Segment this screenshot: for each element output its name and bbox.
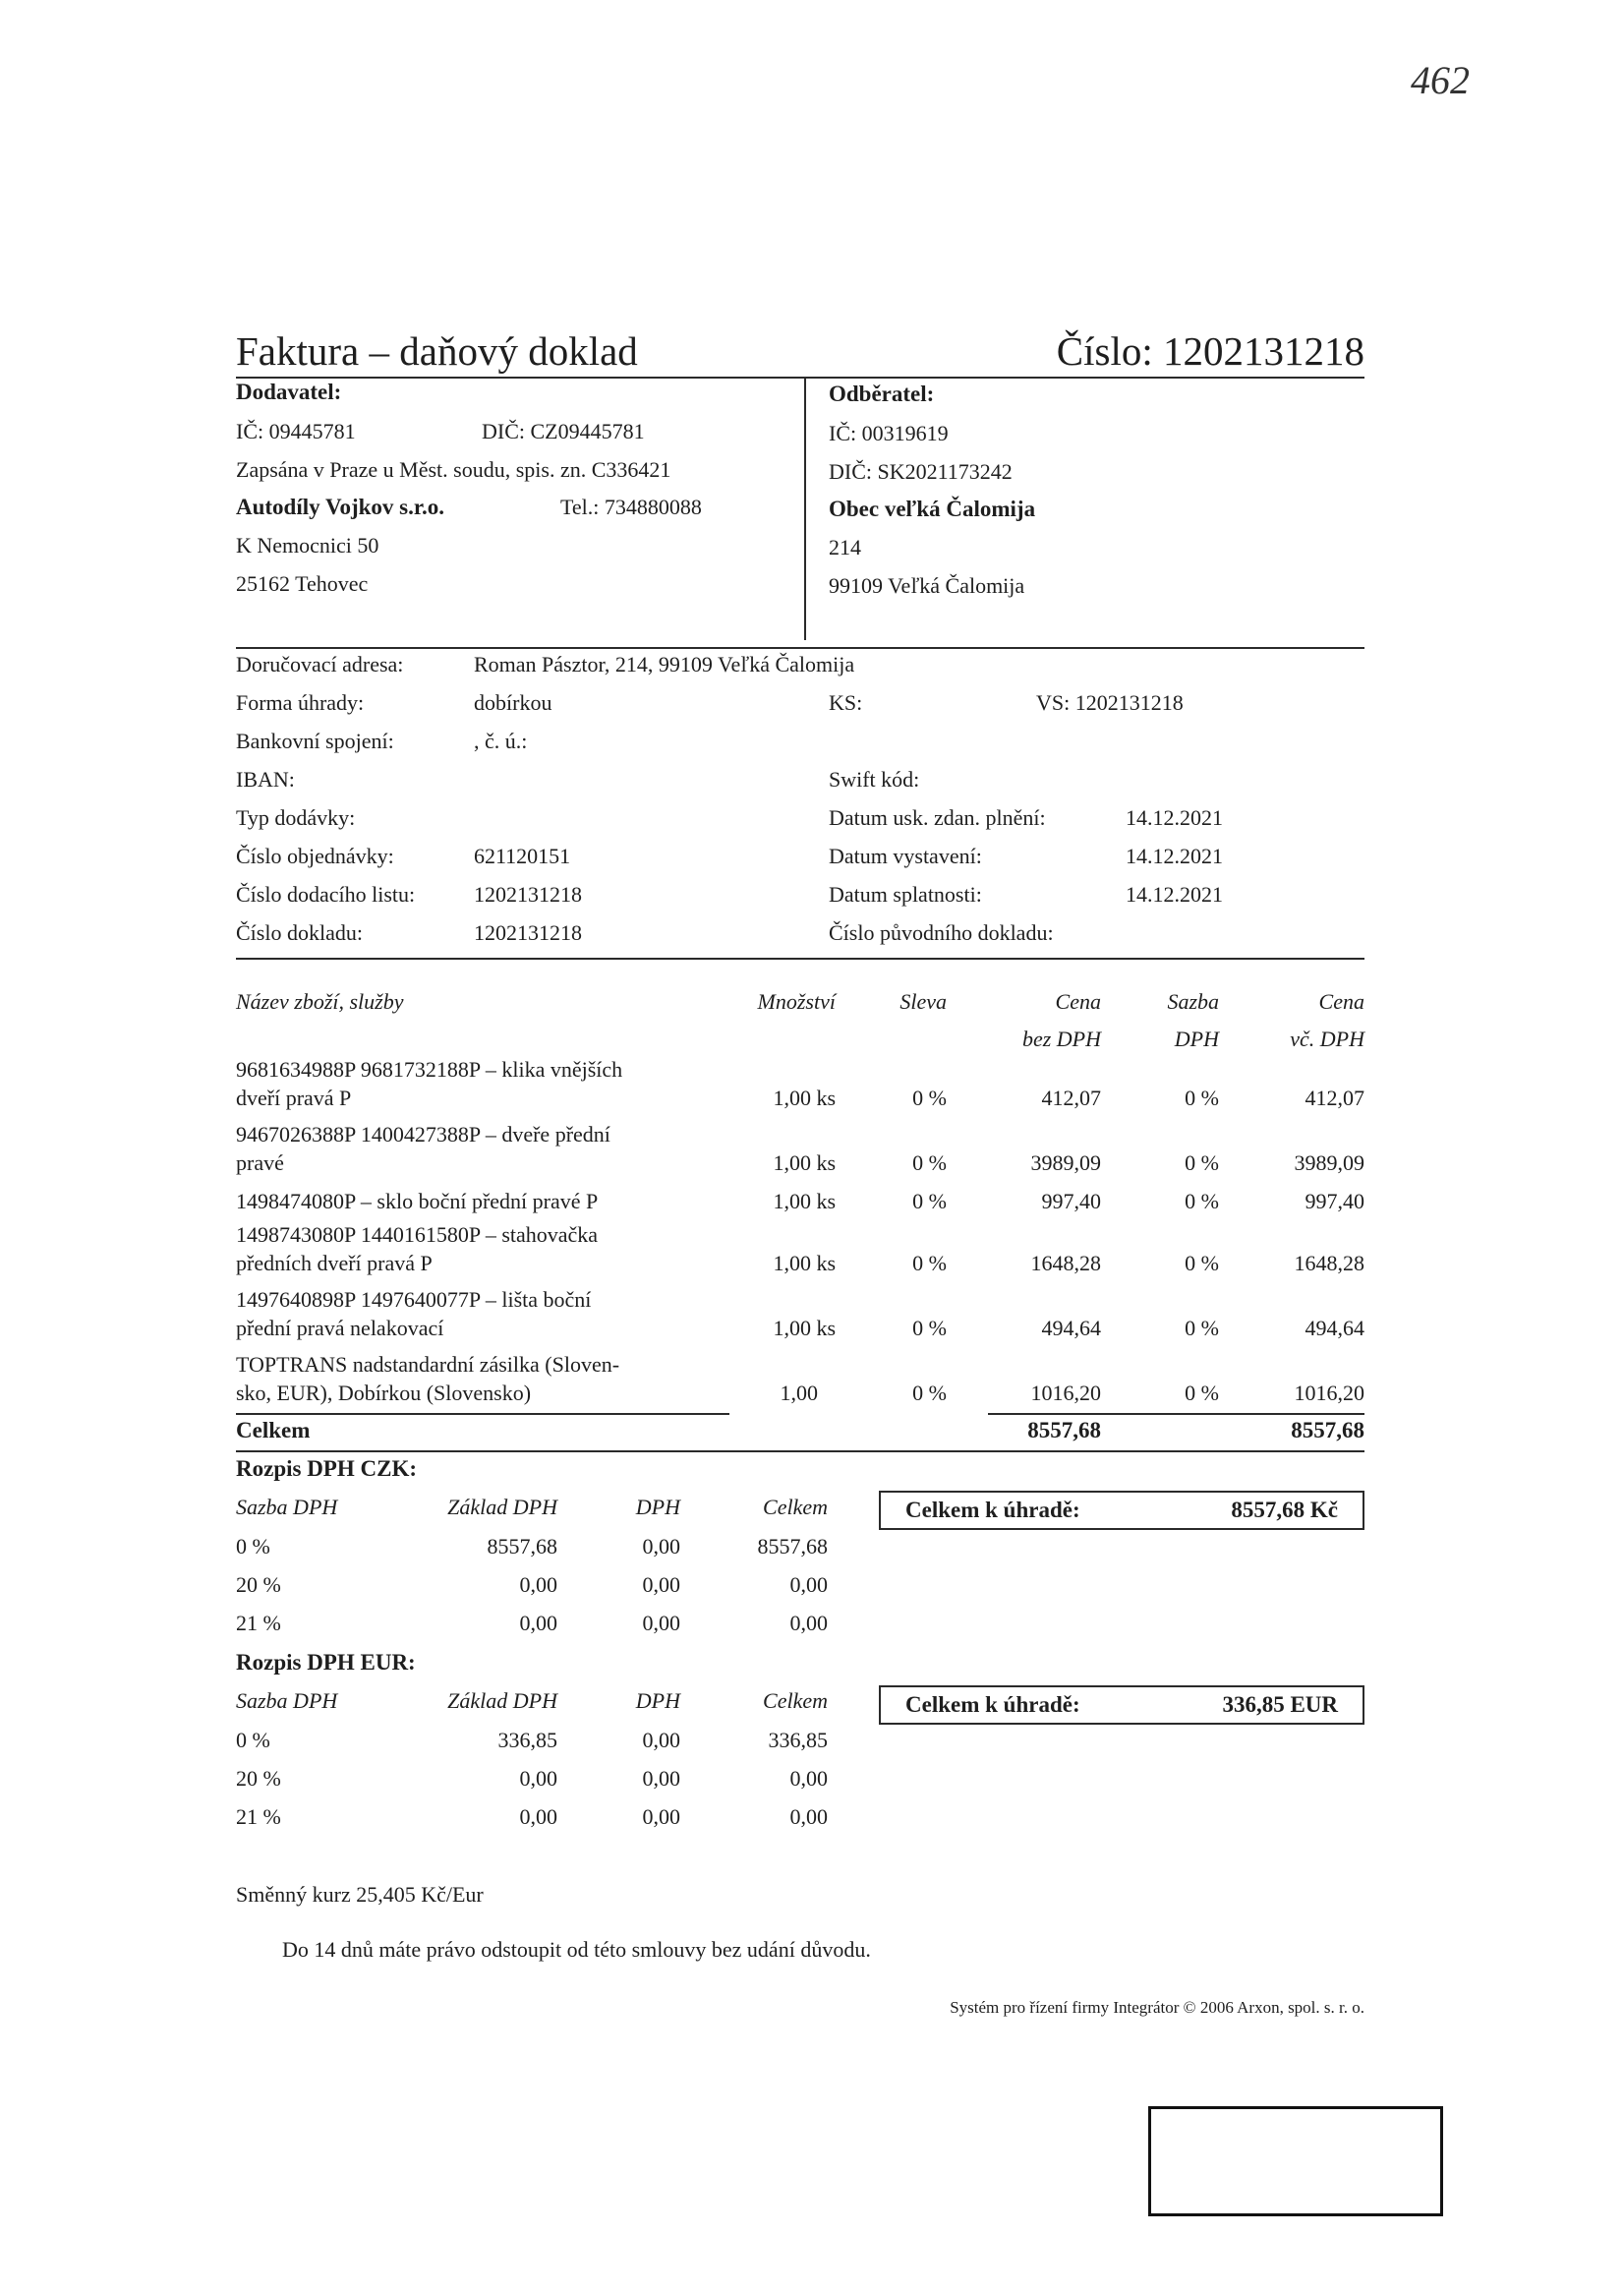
vat-eur-col-rate: Sazba DPH — [236, 1688, 338, 1713]
vat-eur-col-total: Celkem — [763, 1688, 828, 1713]
doc-number-label: Číslo dokladu: — [236, 920, 363, 945]
item-total: 997,40 — [1305, 1189, 1364, 1213]
item-qty: 1,00 ks — [773, 1316, 836, 1340]
exchange-rate: Směnný kurz 25,405 Kč/Eur — [236, 1882, 484, 1907]
amount-due-eur-value: 336,85 EUR — [1222, 1692, 1338, 1717]
vat-eur-vat: 0,00 — [642, 1766, 680, 1791]
col-total-header-2: vč. DPH — [1290, 1027, 1364, 1051]
vat-czk-base: 8557,68 — [487, 1534, 557, 1559]
supplier-ic: IČ: 09445781 — [236, 419, 356, 443]
totals-top-rule-left — [236, 1413, 729, 1415]
tax-date-label: Datum usk. zdan. plnění: — [829, 805, 1046, 830]
item-name-line1: 9681634988P 9681732188P – klika vnějších — [236, 1057, 623, 1082]
vat-eur-total: 0,00 — [789, 1766, 828, 1791]
vat-eur-rate: 20 % — [236, 1766, 281, 1791]
due-date-label: Datum splatnosti: — [829, 882, 982, 907]
customer-dic: DIČ: SK2021173242 — [829, 459, 1013, 484]
vat-czk-rate: 20 % — [236, 1572, 281, 1597]
item-qty: 1,00 — [780, 1381, 818, 1405]
vat-czk-base: 0,00 — [519, 1611, 557, 1635]
vat-eur-total: 0,00 — [789, 1804, 828, 1829]
supplier-dic: DIČ: CZ09445781 — [482, 419, 645, 443]
item-discount: 0 % — [912, 1189, 947, 1213]
col-price-header-2: bez DPH — [1021, 1027, 1101, 1051]
doc-number-value: 1202131218 — [474, 920, 582, 945]
vat-eur-base: 336,85 — [497, 1728, 557, 1752]
due-date-value: 14.12.2021 — [1126, 882, 1223, 907]
totals-price: 8557,68 — [1027, 1418, 1101, 1442]
iban-label: IBAN: — [236, 767, 295, 792]
order-value: 621120151 — [474, 844, 571, 868]
item-price: 1016,20 — [1030, 1381, 1101, 1405]
handwritten-page-number: 462 — [1411, 58, 1470, 102]
payment-label: Forma úhrady: — [236, 690, 365, 715]
totals-total: 8557,68 — [1291, 1418, 1364, 1442]
order-label: Číslo objednávky: — [236, 844, 394, 868]
item-total: 3989,09 — [1294, 1150, 1364, 1175]
bank-label: Bankovní spojení: — [236, 729, 394, 753]
items-top-rule — [236, 958, 1364, 960]
vat-czk-total: 8557,68 — [757, 1534, 828, 1559]
item-total: 1016,20 — [1294, 1381, 1364, 1405]
vat-eur-heading: Rozpis DPH EUR: — [236, 1650, 416, 1675]
item-price: 494,64 — [1041, 1316, 1101, 1340]
item-total: 1648,28 — [1294, 1251, 1364, 1275]
vat-czk-base: 0,00 — [519, 1572, 557, 1597]
item-price: 3989,09 — [1030, 1150, 1101, 1175]
delivery-note-label: Číslo dodacího listu: — [236, 882, 416, 907]
item-price: 997,40 — [1041, 1189, 1101, 1213]
item-name-line2: přední pravá nelakovací — [236, 1316, 444, 1340]
delivery-address: Roman Pásztor, 214, 99109 Veľká Čalomija — [474, 652, 855, 676]
amount-due-eur-label: Celkem k úhradě: — [905, 1692, 1080, 1717]
item-rate: 0 % — [1185, 1086, 1219, 1110]
item-name-line1: 1497640898P 1497640077P – lišta boční — [236, 1287, 592, 1312]
vat-eur-vat: 0,00 — [642, 1804, 680, 1829]
system-note: Systém pro řízení firmy Integrátor © 2006 Arxon, spol. s. r. o. — [950, 1998, 1364, 2017]
issue-date-value: 14.12.2021 — [1126, 844, 1223, 868]
item-name-line2: předních dveří pravá P — [236, 1251, 433, 1275]
delivery-address-label: Doručovací adresa: — [236, 652, 404, 676]
item-name-line1: 9467026388P 1400427388P – dveře přední — [236, 1122, 610, 1147]
vat-eur-total: 336,85 — [768, 1728, 828, 1752]
totals-bottom-rule — [236, 1450, 1364, 1452]
amount-due-eur-box — [879, 1685, 1364, 1725]
invoice-number: Číslo: 1202131218 — [1056, 328, 1364, 374]
item-discount: 0 % — [912, 1086, 947, 1110]
item-discount: 0 % — [912, 1316, 947, 1340]
amount-due-czk-label: Celkem k úhradě: — [905, 1498, 1080, 1522]
vat-czk-vat: 0,00 — [642, 1572, 680, 1597]
item-name-line1: 1498474080P – sklo boční přední pravé P — [236, 1189, 599, 1213]
totals-top-rule-right — [988, 1413, 1364, 1415]
supplier-name: Autodíly Vojkov s.r.o. — [236, 495, 444, 519]
vat-czk-col-vat: DPH — [635, 1495, 680, 1519]
customer-ic: IČ: 00319619 — [829, 421, 949, 445]
col-rate-header-1: Sazba — [1167, 989, 1219, 1014]
vat-czk-rate: 0 % — [236, 1534, 270, 1559]
item-rate: 0 % — [1185, 1381, 1219, 1405]
item-discount: 0 % — [912, 1251, 947, 1275]
item-name-line2: pravé — [236, 1150, 284, 1175]
details-top-rule — [236, 647, 1364, 649]
delivery-note-value: 1202131218 — [474, 882, 582, 907]
issue-date-label: Datum vystavení: — [829, 844, 982, 868]
orig-doc-label: Číslo původního dokladu: — [829, 920, 1054, 945]
tax-date-value: 14.12.2021 — [1126, 805, 1223, 830]
item-rate: 0 % — [1185, 1150, 1219, 1175]
item-qty: 1,00 ks — [773, 1251, 836, 1275]
vat-czk-total: 0,00 — [789, 1611, 828, 1635]
payment-value: dobírkou — [474, 690, 552, 715]
vat-czk-rate: 21 % — [236, 1611, 281, 1635]
customer-street: 214 — [829, 535, 861, 559]
col-discount-header: Sleva — [899, 989, 947, 1014]
invoice-title: Faktura – daňový doklad — [236, 328, 638, 374]
vat-eur-rate: 21 % — [236, 1804, 281, 1829]
customer-city: 99109 Veľká Čalomija — [829, 573, 1025, 598]
header-rule — [236, 377, 1364, 379]
item-discount: 0 % — [912, 1150, 947, 1175]
swift-label: Swift kód: — [829, 767, 920, 792]
item-price: 412,07 — [1041, 1086, 1101, 1110]
vat-eur-vat: 0,00 — [642, 1728, 680, 1752]
item-total: 494,64 — [1305, 1316, 1364, 1340]
item-qty: 1,00 ks — [773, 1086, 836, 1110]
bank-value: , č. ú.: — [474, 729, 528, 753]
item-rate: 0 % — [1185, 1316, 1219, 1340]
item-discount: 0 % — [912, 1381, 947, 1405]
item-name-line1: 1498743080P 1440161580P – stahovačka — [236, 1222, 599, 1247]
supplier-registration: Zapsána v Praze u Měst. soudu, spis. zn. C336421 — [236, 457, 671, 482]
vat-czk-heading: Rozpis DPH CZK: — [236, 1456, 417, 1481]
stamp-box — [1148, 2106, 1443, 2216]
supplier-street: K Nemocnici 50 — [236, 533, 379, 558]
vs-value: VS: 1202131218 — [1036, 690, 1184, 715]
vat-eur-base: 0,00 — [519, 1766, 557, 1791]
vat-czk-total: 0,00 — [789, 1572, 828, 1597]
ks-label: KS: — [829, 690, 863, 715]
col-total-header-1: Cena — [1318, 989, 1364, 1014]
item-name-line1: TOPTRANS nadstandardní zásilka (Sloven- — [236, 1352, 620, 1377]
header-vertical-divider — [804, 377, 806, 640]
vat-czk-col-rate: Sazba DPH — [236, 1495, 338, 1519]
col-qty-header: Množství — [757, 989, 836, 1014]
vat-czk-vat: 0,00 — [642, 1611, 680, 1635]
supplier-heading: Dodavatel: — [236, 380, 342, 404]
delivery-type-label: Typ dodávky: — [236, 805, 356, 830]
vat-czk-col-base: Základ DPH — [447, 1495, 557, 1519]
vat-eur-col-vat: DPH — [635, 1688, 680, 1713]
vat-eur-col-base: Základ DPH — [447, 1688, 557, 1713]
vat-eur-base: 0,00 — [519, 1804, 557, 1829]
item-qty: 1,00 ks — [773, 1189, 836, 1213]
supplier-city: 25162 Tehovec — [236, 571, 369, 596]
item-total: 412,07 — [1305, 1086, 1364, 1110]
col-rate-header-2: DPH — [1174, 1027, 1219, 1051]
withdrawal-notice: Do 14 dnů máte právo odstoupit od této smlouvy bez udání důvodu. — [282, 1937, 871, 1962]
totals-label: Celkem — [236, 1418, 311, 1442]
item-price: 1648,28 — [1030, 1251, 1101, 1275]
col-name-header: Název zboží, služby — [236, 989, 404, 1014]
supplier-phone: Tel.: 734880088 — [560, 495, 702, 519]
item-qty: 1,00 ks — [773, 1150, 836, 1175]
vat-czk-vat: 0,00 — [642, 1534, 680, 1559]
vat-eur-rate: 0 % — [236, 1728, 270, 1752]
amount-due-czk-box — [879, 1491, 1364, 1530]
vat-czk-col-total: Celkem — [763, 1495, 828, 1519]
item-name-line2: dveří pravá P — [236, 1086, 352, 1110]
amount-due-czk-value: 8557,68 Kč — [1231, 1498, 1338, 1522]
item-rate: 0 % — [1185, 1189, 1219, 1213]
col-price-header-1: Cena — [1055, 989, 1101, 1014]
item-rate: 0 % — [1185, 1251, 1219, 1275]
customer-heading: Odběratel: — [829, 382, 935, 406]
customer-name: Obec veľká Čalomija — [829, 497, 1036, 521]
item-name-line2: sko, EUR), Dobírkou (Slovensko) — [236, 1381, 532, 1405]
